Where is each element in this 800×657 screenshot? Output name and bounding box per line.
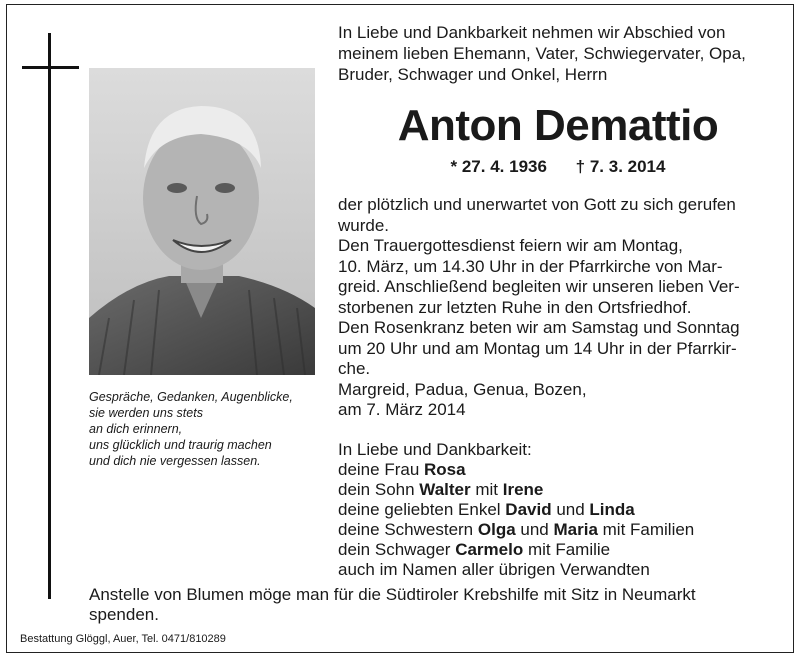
portrait-photo — [89, 68, 315, 375]
mourner-relation: mit Familien — [597, 520, 695, 539]
body-line: der plötzlich und unerwartet von Gott zu sich gerufen — [338, 195, 736, 214]
mourners-list — [338, 440, 778, 580]
mourner-name: Rosa — [424, 460, 466, 479]
life-dates — [338, 156, 778, 178]
poem-line: sie werden uns stets — [89, 406, 203, 420]
mourner-relation: dein Sohn — [338, 480, 420, 499]
mourner-name: Walter — [419, 480, 471, 499]
mourner-name: Irene — [502, 480, 544, 499]
intro-text — [338, 22, 778, 85]
date-line: am 7. März 2014 — [338, 400, 466, 419]
poem-line: und dich nie vergessen lassen. — [89, 454, 261, 468]
intro-line: In Liebe und Dankbarkeit nehmen wir Abschied von — [338, 23, 726, 42]
mourner-name: Maria — [553, 520, 598, 539]
mourner-relation: mit Familie — [523, 540, 611, 559]
cross-icon-bar — [22, 66, 79, 69]
mourner-relation: mit — [470, 480, 503, 499]
mourner-line — [338, 520, 778, 540]
closing-line: Anstelle von Blumen möge man für die Südtiroler Krebshilfe mit Sitz in Neumarkt — [89, 585, 696, 604]
body-line: wurde. — [338, 215, 390, 235]
body-line: Den Trauergottesdienst feiern wir am Montag, — [338, 236, 683, 255]
mourner-line — [338, 460, 778, 480]
poem-line: Gespräche, Gedanken, Augenblicke, — [89, 390, 293, 404]
closing-line: spenden. — [89, 605, 159, 624]
funeral-home-footer: Bestattung Glöggl, Auer, Tel. 0471/810289 — [20, 633, 226, 645]
mourner-line — [338, 500, 778, 520]
mourner-relation: und — [551, 500, 590, 519]
poem-line: an dich erinnern, — [89, 422, 183, 436]
intro-line: Bruder, Schwager und Onkel, Herrn — [338, 65, 608, 84]
body-line: Den Rosenkranz beten wir am Samstag und Sonntag — [338, 318, 740, 337]
body-line: 10. März, um 14.30 Uhr in der Pfarrkirche von Mar- — [338, 256, 723, 276]
intro-line: meinem lieben Ehemann, Vater, Schwiegervater, Opa, — [338, 44, 746, 63]
body-line: um 20 Uhr und am Montag um 14 Uhr in der Pfarrkir- — [338, 338, 737, 358]
death-date: † 7. 3. 2014 — [575, 157, 666, 176]
funeral-details — [338, 195, 778, 421]
mourners-heading: In Liebe und Dankbarkeit: — [338, 440, 532, 459]
donation-note — [89, 585, 779, 625]
mourner-name: Linda — [589, 500, 635, 519]
mourner-relation: und — [515, 520, 554, 539]
mourner-relation: deine Schwestern — [338, 520, 478, 539]
cross-icon — [48, 33, 51, 599]
mourner-name: David — [505, 500, 552, 519]
place-line: Margreid, Padua, Genua, Bozen, — [338, 379, 587, 399]
mourner-line — [338, 480, 778, 500]
memorial-poem — [89, 389, 319, 469]
deceased-name: Anton Demattio — [397, 101, 719, 150]
mourner-line: auch im Namen aller übrigen Verwandten — [338, 560, 650, 579]
mourner-name: Carmelo — [455, 540, 524, 559]
mourner-relation: deine Frau — [338, 460, 424, 479]
mourner-relation: dein Schwager — [338, 540, 456, 559]
poem-line: uns glücklich und traurig machen — [89, 438, 272, 452]
body-line: storbenen zur letzten Ruhe in den Ortsfriedhof. — [338, 297, 692, 317]
mourner-name: Olga — [477, 520, 516, 539]
body-line: che. — [338, 359, 371, 378]
birth-date: * 27. 4. 1936 — [450, 157, 547, 176]
mourner-relation: deine geliebten Enkel — [338, 500, 506, 519]
mourner-line — [338, 540, 778, 560]
body-line: greid. Anschließend begleiten wir unseren lieben Ver- — [338, 277, 740, 296]
